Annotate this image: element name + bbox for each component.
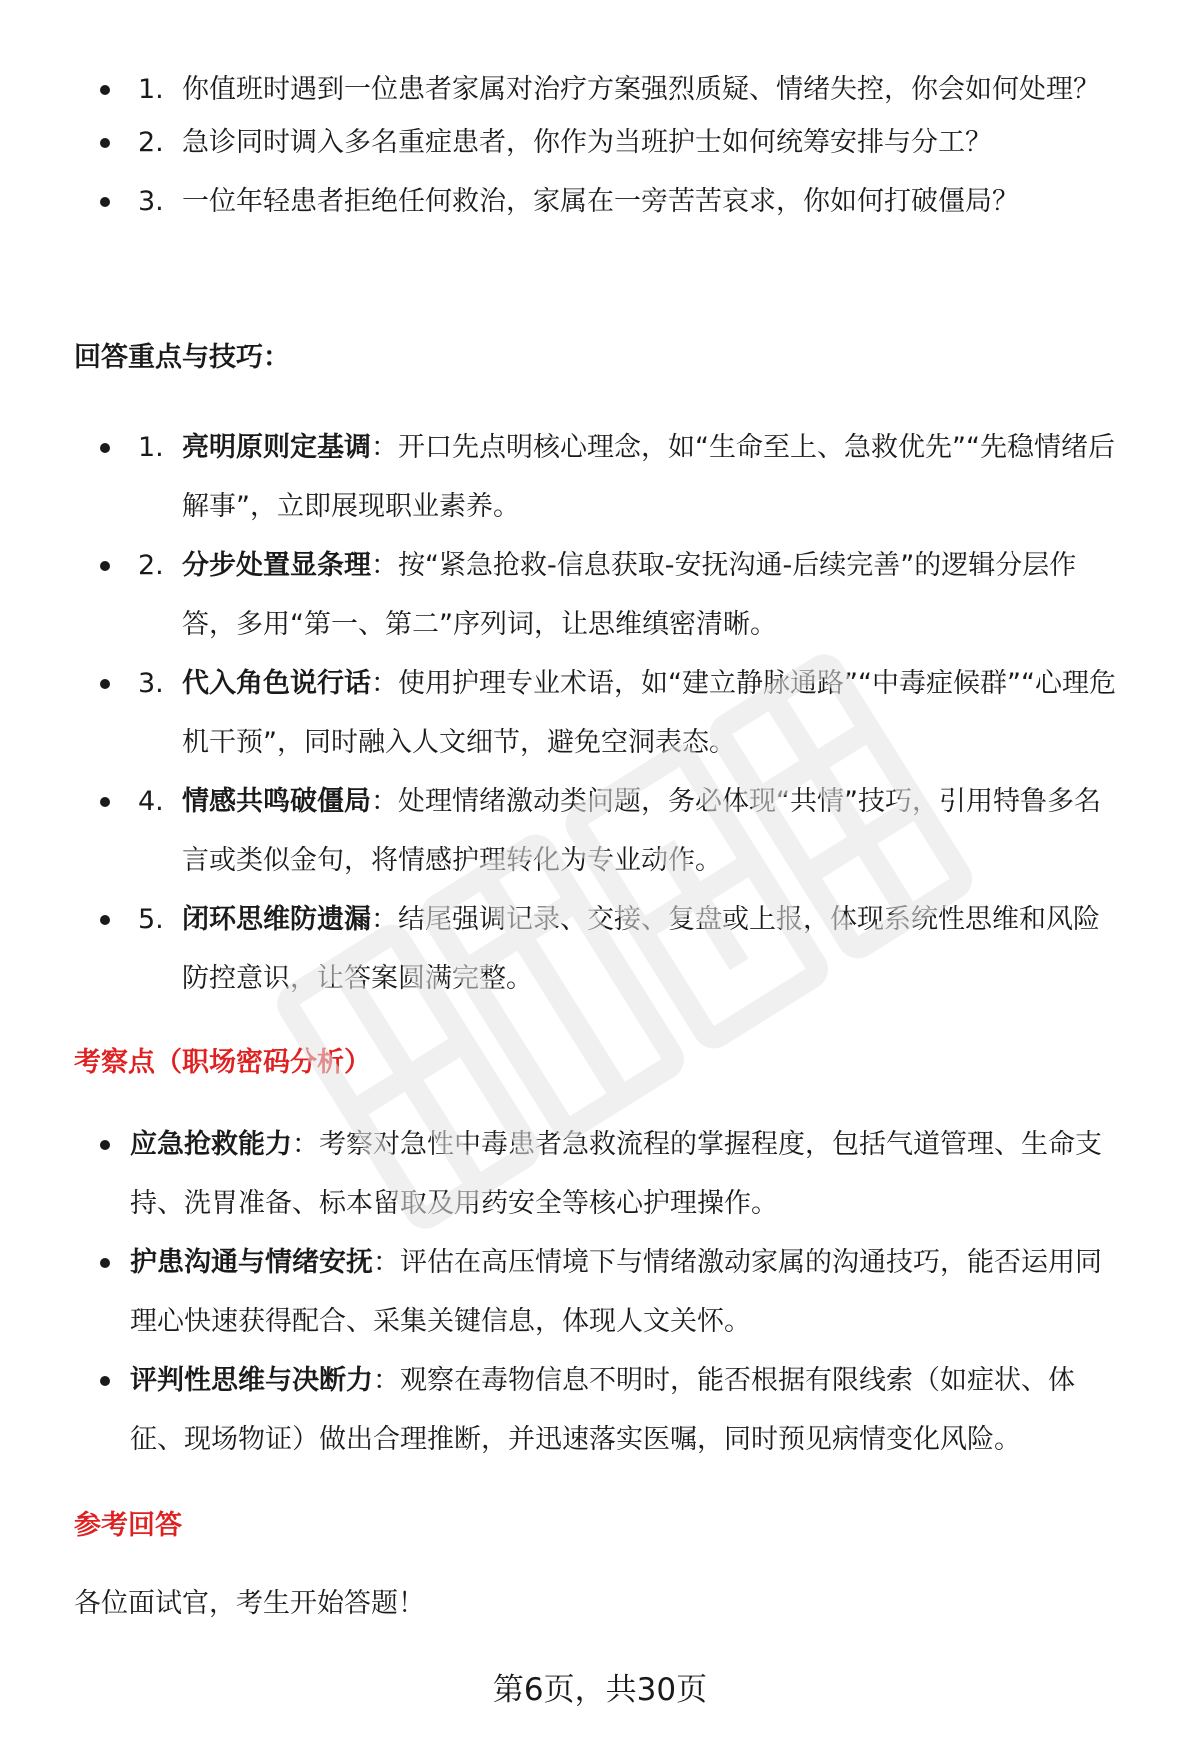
- assessment-text: ：评估在高压情境下与情绪激动家属的沟通技巧，能否运用同理心快速获得配合、采集关键信息，体现人文关怀。: [130, 1247, 1102, 1337]
- list-number: 3.: [138, 668, 164, 699]
- assessment-heading: 考察点（职场密码分析）: [74, 1047, 371, 1078]
- tip-item-2: [0, 536, 1160, 654]
- assessment-term: 应急抢救能力: [130, 1129, 292, 1160]
- tip-item-3: [0, 654, 1160, 772]
- assessment-text: ：观察在毒物信息不明时，能否根据有限线索（如症状、体征、现场物证）做出合理推断，并迅速落实医嘱，同时预见病情变化风险。: [130, 1365, 1075, 1455]
- question-item-2: [0, 113, 1160, 172]
- bullet-icon: [100, 1258, 110, 1268]
- bullet-icon: [100, 1140, 110, 1150]
- list-number: 4.: [138, 786, 164, 817]
- assessment-term: 护患沟通与情绪安抚: [130, 1247, 373, 1278]
- bullet-icon: [100, 443, 110, 453]
- list-number: 1.: [138, 432, 164, 463]
- question-text: 急诊同时调入多名重症患者，你作为当班护士如何统筹安排与分工？: [182, 127, 992, 158]
- tip-item-5: [0, 890, 1160, 1008]
- bullet-icon: [100, 197, 110, 207]
- assessment-text: ：考察对急性中毒患者急救流程的掌握程度，包括气道管理、生命支持、洗胃准备、标本留取及用药安全等核心护理操作。: [130, 1129, 1102, 1219]
- question-item-3: [0, 172, 1160, 231]
- tip-text: ：使用护理专业术语，如“建立静脉通路”“中毒症候群”“心理危机干预”，同时融入人文细节，避免空洞表态。: [182, 668, 1116, 758]
- tip-text: ：处理情绪激动类问题，务必体现“共情”技巧，引用特鲁多名言或类似金句，将情感护理转化为专业动作。: [182, 786, 1101, 876]
- bullet-icon: [100, 561, 110, 571]
- bullet-icon: [100, 1376, 110, 1386]
- question-text: 你值班时遇到一位患者家属对治疗方案强烈质疑、情绪失控，你会如何处理？: [182, 74, 1100, 105]
- assessment-item-3: [0, 1351, 1160, 1469]
- question-text: 一位年轻患者拒绝任何救治，家属在一旁苦苦哀求，你如何打破僵局？: [182, 186, 1019, 217]
- list-number: 2.: [138, 127, 164, 158]
- bullet-icon: [100, 915, 110, 925]
- assessment-list: [0, 1115, 1160, 1469]
- tips-heading: 回答重点与技巧：: [74, 342, 290, 373]
- tip-item-1: [0, 418, 1160, 536]
- tip-text: ：按“紧急抢救-信息获取-安抚沟通-后续完善”的逻辑分层作答，多用“第一、第二”序列词，让思维缜密清晰。: [182, 550, 1077, 640]
- assessment-item-2: [0, 1233, 1160, 1351]
- bullet-icon: [100, 679, 110, 689]
- tip-term: 闭环思维防遗漏: [182, 904, 371, 935]
- list-number: 5.: [138, 904, 164, 935]
- reference-answer-heading: 参考回答: [74, 1510, 182, 1541]
- answer-opening: 各位面试官，考生开始答题！: [74, 1588, 425, 1619]
- tip-item-4: [0, 772, 1160, 890]
- list-number: 1.: [138, 74, 164, 105]
- tip-term: 分步处置显条理: [182, 550, 371, 581]
- question-item-1: [0, 60, 1160, 119]
- question-list: [0, 60, 1160, 231]
- bullet-icon: [100, 797, 110, 807]
- bullet-icon: [100, 138, 110, 148]
- tips-list: [0, 418, 1160, 1008]
- tip-term: 情感共鸣破僵局: [182, 786, 371, 817]
- tip-text: ：开口先点明核心理念，如“生命至上、急救优先”“先稳情绪后解事”，立即展现职业素养。: [182, 432, 1115, 522]
- tip-text: ：结尾强调记录、交接、复盘或上报，体现系统性思维和风险防控意识，让答案圆满完整。: [182, 904, 1100, 994]
- bullet-icon: [100, 85, 110, 95]
- list-number: 2.: [138, 550, 164, 581]
- assessment-item-1: [0, 1115, 1160, 1233]
- assessment-term: 评判性思维与决断力: [130, 1365, 373, 1396]
- tip-term: 亮明原则定基调: [182, 432, 371, 463]
- list-number: 3.: [138, 186, 164, 217]
- tip-term: 代入角色说行话: [182, 668, 371, 699]
- page-number: 第6页，共30页: [492, 1672, 708, 1708]
